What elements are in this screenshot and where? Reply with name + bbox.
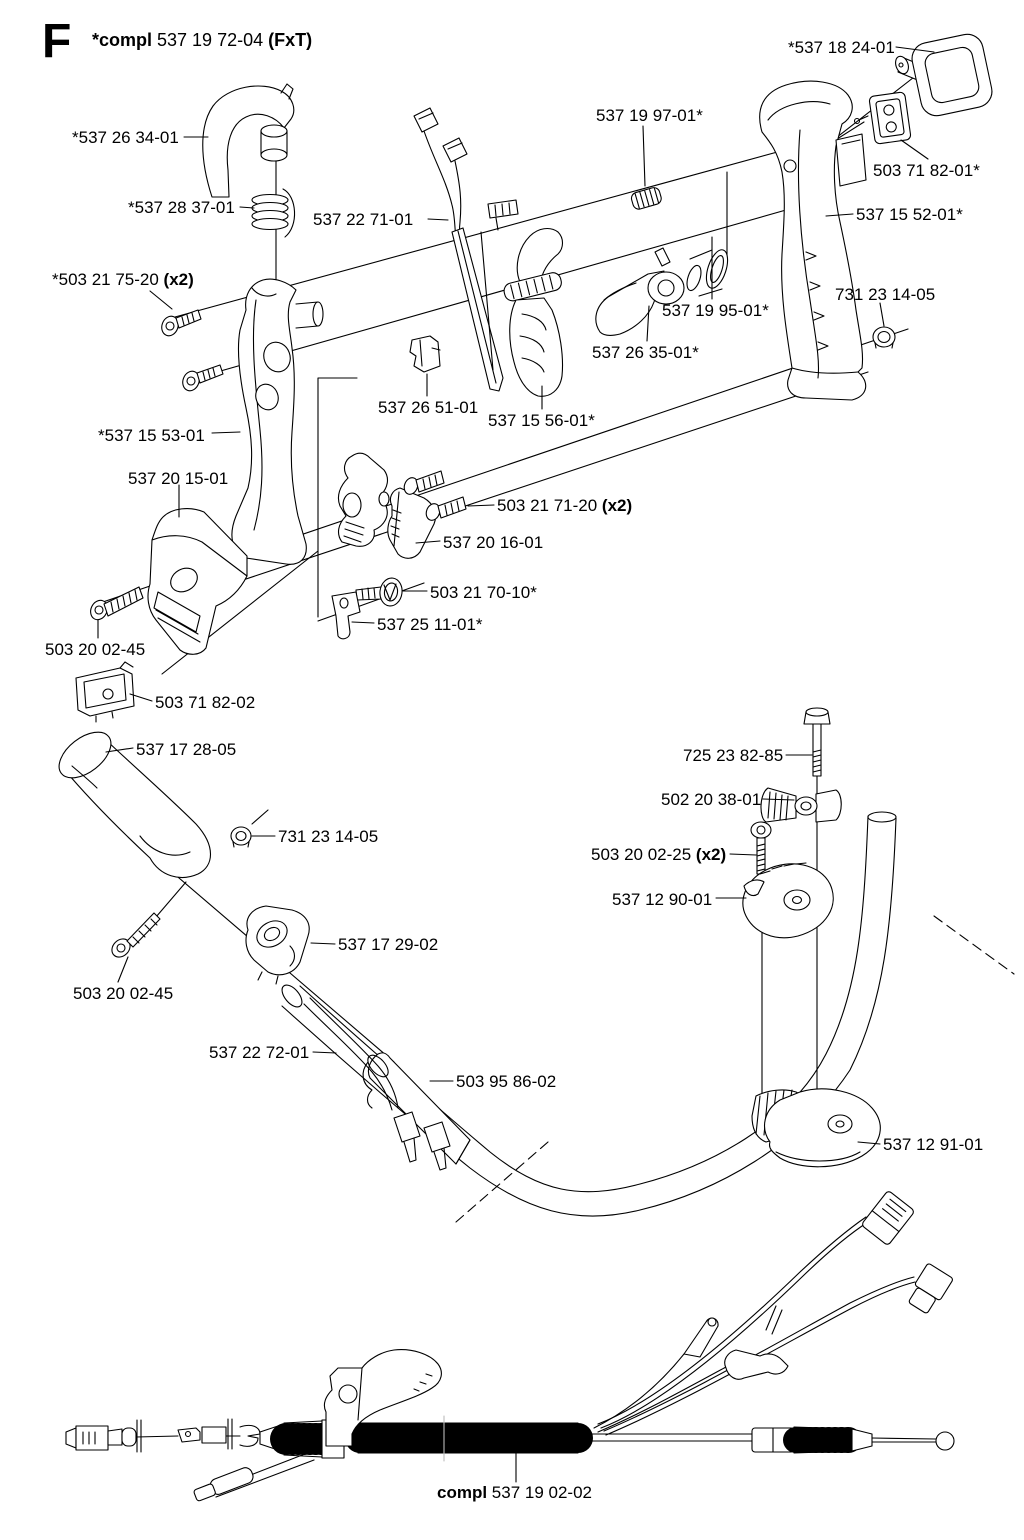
pin-drawing-537-19-95 — [684, 247, 731, 296]
part-label-537-15-53-01: *537 15 53-01 — [98, 426, 205, 445]
part-label-537-22-71-01: 537 22 71-01 — [313, 210, 414, 229]
front-grip-drawing — [203, 84, 294, 197]
part-label-537-28-37-01: *537 28 37-01 — [128, 198, 235, 217]
figure-letter: F — [42, 15, 72, 68]
part-label-502-20-38-01: 502 20 38-01 — [661, 790, 762, 809]
figure-title: *compl 537 19 72-04 (FxT) — [92, 30, 313, 50]
screw-drawing-503-21-70 — [356, 577, 404, 608]
part-label-537-19-95-01: 537 19 95-01* — [662, 301, 769, 320]
part-label-537-17-28-05: 537 17 28-05 — [136, 740, 237, 759]
part-label-537-20-16-01: 537 20 16-01 — [443, 533, 544, 552]
trigger-lockout-drawing-537-18-24 — [893, 31, 995, 118]
spring-drawing-537-28-37 — [252, 189, 295, 237]
part-label-503-20-02-45-a: 503 20 02-45 — [45, 640, 146, 659]
screw-drawing-503-20-02-45-b — [108, 913, 160, 961]
part-label-503-20-02-25: 503 20 02-25 (x2) — [591, 845, 727, 864]
part-label-503-21-75-20: *503 21 75-20 (x2) — [52, 270, 194, 289]
screw-drawing-503-20-02-45-a — [88, 587, 143, 622]
switch-drawing-503-71-82-02 — [76, 662, 134, 722]
part-label-537-20-15-01: 537 20 15-01 — [128, 469, 229, 488]
handle-half-right-drawing-537-15-52 — [760, 81, 866, 400]
cable-harness-drawing — [66, 1416, 954, 1461]
part-label-537-18-24-01: *537 18 24-01 — [788, 38, 895, 57]
switch-drawing-503-71-82-01 — [855, 92, 912, 145]
part-label-503-20-02-45-b: 503 20 02-45 — [73, 984, 174, 1003]
clip-drawing-537-26-51 — [410, 336, 440, 372]
harness-wires-drawing — [193, 1190, 953, 1501]
part-label-731-23-14-05-b: 731 23 14-05 — [278, 827, 379, 846]
part-label-537-17-29-02: 537 17 29-02 — [338, 935, 439, 954]
part-label-503-21-70-10: 503 21 70-10* — [430, 583, 537, 602]
part-label-compl-537-19-02-02: compl 537 19 02-02 — [437, 1483, 592, 1502]
part-label-731-23-14-05: 731 23 14-05 — [835, 285, 936, 304]
plate-drawing-537-25-11 — [332, 592, 360, 639]
screw-pair-drawing-503-21-75 — [159, 310, 223, 393]
part-label-537-26-34-01: *537 26 34-01 — [72, 128, 179, 147]
part-label-537-26-51-01: 537 26 51-01 — [378, 398, 479, 417]
part-label-503-71-82-02: 503 71 82-02 — [155, 693, 256, 712]
part-label-725-23-82-85: 725 23 82-85 — [683, 746, 784, 765]
bolt-drawing-725-23-82 — [804, 708, 830, 776]
clamp-top-drawing-537-12-90 — [743, 863, 833, 938]
part-label-537-26-35-01: 537 26 35-01* — [592, 343, 699, 362]
handle-half-left-drawing-537-15-53 — [232, 279, 323, 564]
part-label-537-15-52-01: 537 15 52-01* — [856, 205, 963, 224]
spring-drawing-537-19-97 — [630, 186, 663, 210]
trigger-guard-drawing-537-15-56 — [502, 229, 563, 397]
part-label-537-25-11-01: 537 25 11-01* — [377, 615, 483, 634]
throttle-trigger-drawing-537-26-35 — [596, 248, 684, 335]
wing-nut-drawing-502-20-38 — [761, 788, 841, 822]
part-label-537-12-91-01: 537 12 91-01 — [883, 1135, 984, 1154]
part-label-537-19-97-01: 537 19 97-01* — [596, 106, 703, 125]
part-label-503-95-86-02: 503 95 86-02 — [456, 1072, 557, 1091]
part-label-537-12-90-01: 537 12 90-01 — [612, 890, 713, 909]
nut-drawing-731-23-14-b — [231, 827, 251, 847]
part-label-503-71-82-01: 503 71 82-01* — [873, 161, 980, 180]
nut-drawing-731-23-14-a — [873, 327, 895, 348]
clamp-pad-drawing-537-20-16 — [379, 488, 436, 558]
part-label-537-15-56-01: 537 15 56-01* — [488, 411, 595, 430]
clamp-drawing-537-17-29 — [246, 906, 309, 984]
part-label-537-22-72-01: 537 22 72-01 — [209, 1043, 310, 1062]
part-label-503-21-71-20: 503 21 71-20 (x2) — [497, 496, 633, 515]
clamp-bottom-drawing-537-12-91 — [752, 1089, 880, 1167]
screw-drawing-503-20-02-25 — [751, 822, 771, 874]
